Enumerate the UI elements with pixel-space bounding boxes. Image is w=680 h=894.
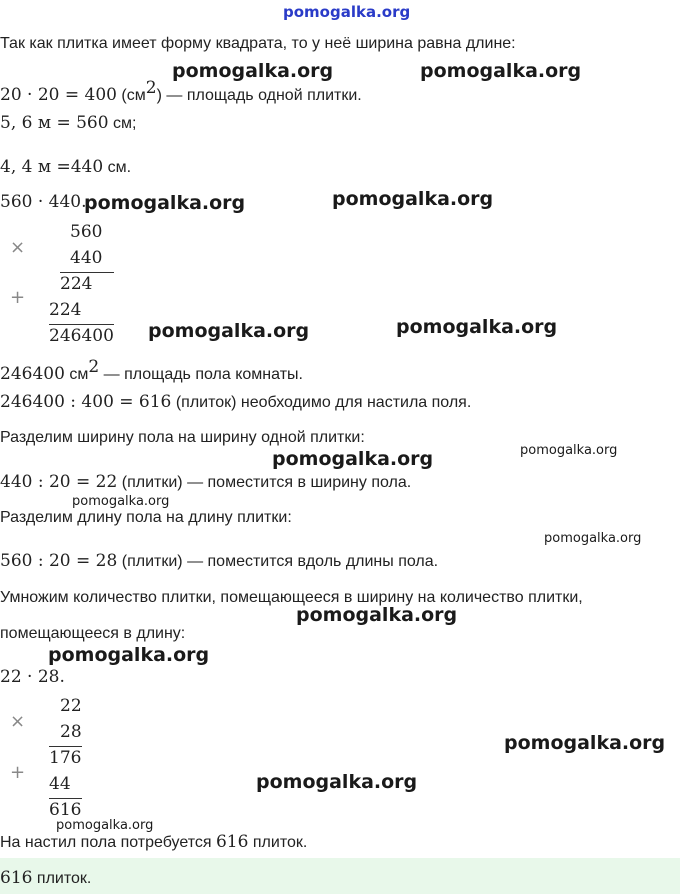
superscript: 2 xyxy=(145,78,157,98)
rule-line xyxy=(49,324,114,325)
plus-sign: + xyxy=(10,287,26,308)
watermark: pomogalka.org xyxy=(84,192,246,214)
watermark: pomogalka.org xyxy=(504,732,666,754)
watermark: pomogalka.org xyxy=(172,60,334,82)
factor-b: 440 xyxy=(70,248,103,268)
watermark: pomogalka.org xyxy=(56,818,154,833)
text-line-3 xyxy=(0,113,136,134)
conclusion-line xyxy=(0,832,307,853)
watermark: pomogalka.org xyxy=(272,448,434,470)
text-line-13: помещающееся в длину: xyxy=(0,625,186,642)
text-line-4 xyxy=(0,157,131,178)
line-text: (плиток) необходимо для настила поля. xyxy=(171,394,472,411)
text-line-6 xyxy=(0,357,303,385)
superscript: 2 xyxy=(88,357,100,377)
math-expression: 246400 : 400 = 616 xyxy=(0,392,172,412)
math-expression: 616 xyxy=(0,868,33,888)
times-sign: × xyxy=(10,237,26,258)
math-expression: 5, 6 м = 560 xyxy=(0,113,109,133)
product-result: 246400 xyxy=(49,326,114,346)
math-expression: 4, 4 м =440 xyxy=(0,157,104,177)
watermark: pomogalka.org xyxy=(256,771,418,793)
text-line-14: 22 · 28. xyxy=(0,667,65,687)
watermark: pomogalka.org xyxy=(296,604,458,626)
unit-text: (см xyxy=(116,87,146,104)
partial-product-2: 44 xyxy=(49,774,71,794)
answer-line xyxy=(0,868,91,889)
unit-text: см xyxy=(64,366,89,383)
times-sign: × xyxy=(10,711,26,732)
factor-b: 28 xyxy=(60,722,82,742)
partial-product-1: 176 xyxy=(49,748,82,768)
line-text: — площадь пола комнаты. xyxy=(99,366,303,383)
watermark: pomogalka.org xyxy=(544,531,642,546)
text-line-7 xyxy=(0,392,471,413)
watermark: pomogalka.org xyxy=(520,443,618,458)
watermark-top: pomogalka.org xyxy=(283,3,411,21)
line-text: (плитки) — поместится вдоль длины пола. xyxy=(117,553,439,570)
watermark: pomogalka.org xyxy=(332,188,494,210)
math-expression: 560 : 20 = 28 xyxy=(0,551,118,571)
text-line-5: 560 · 440. xyxy=(0,192,87,212)
watermark: pomogalka.org xyxy=(48,644,210,666)
text-line-1: Так как плитка имеет форму квадрата, то у неё ширина равна длине: xyxy=(0,35,516,52)
line-text: плиток. xyxy=(32,870,92,887)
text-line-8: Разделим ширину пола на ширину одной плитки: xyxy=(0,429,365,446)
watermark: pomogalka.org xyxy=(72,494,170,509)
watermark: pomogalka.org xyxy=(396,316,558,338)
text-line-11 xyxy=(0,551,438,572)
factor-a: 560 xyxy=(70,222,103,242)
math-expression: 20 · 20 = 400 xyxy=(0,85,117,105)
partial-product-1: 224 xyxy=(60,274,93,294)
partial-product-2: 224 xyxy=(49,300,82,320)
line-text: (плитки) — поместится в ширину пола. xyxy=(117,474,412,491)
rule-line xyxy=(49,746,82,747)
text-line-9 xyxy=(0,472,411,493)
math-expression: 616 xyxy=(215,832,249,852)
text-line-10: Разделим длину пола на длину плитки: xyxy=(0,509,292,526)
math-expression: 246400 xyxy=(0,364,65,384)
line-text: см; xyxy=(108,115,137,132)
line-text: плиток. xyxy=(248,834,308,851)
rule-line xyxy=(60,272,114,273)
text-line-2 xyxy=(0,78,362,106)
plus-sign: + xyxy=(10,762,26,783)
rule-line xyxy=(49,798,82,799)
product-result: 616 xyxy=(49,800,82,820)
line-text: На настил пола потребуется xyxy=(0,834,216,851)
factor-a: 22 xyxy=(60,696,82,716)
line-text: ) — площадь одной плитки. xyxy=(156,87,362,104)
watermark: pomogalka.org xyxy=(148,320,310,342)
answer-box xyxy=(0,858,680,894)
text-line-12: Умножим количество плитки, помещающееся в ширину на количество плитки, xyxy=(0,589,583,606)
watermark: pomogalka.org xyxy=(420,60,582,82)
line-text: см. xyxy=(103,159,132,176)
math-expression: 440 : 20 = 22 xyxy=(0,472,118,492)
